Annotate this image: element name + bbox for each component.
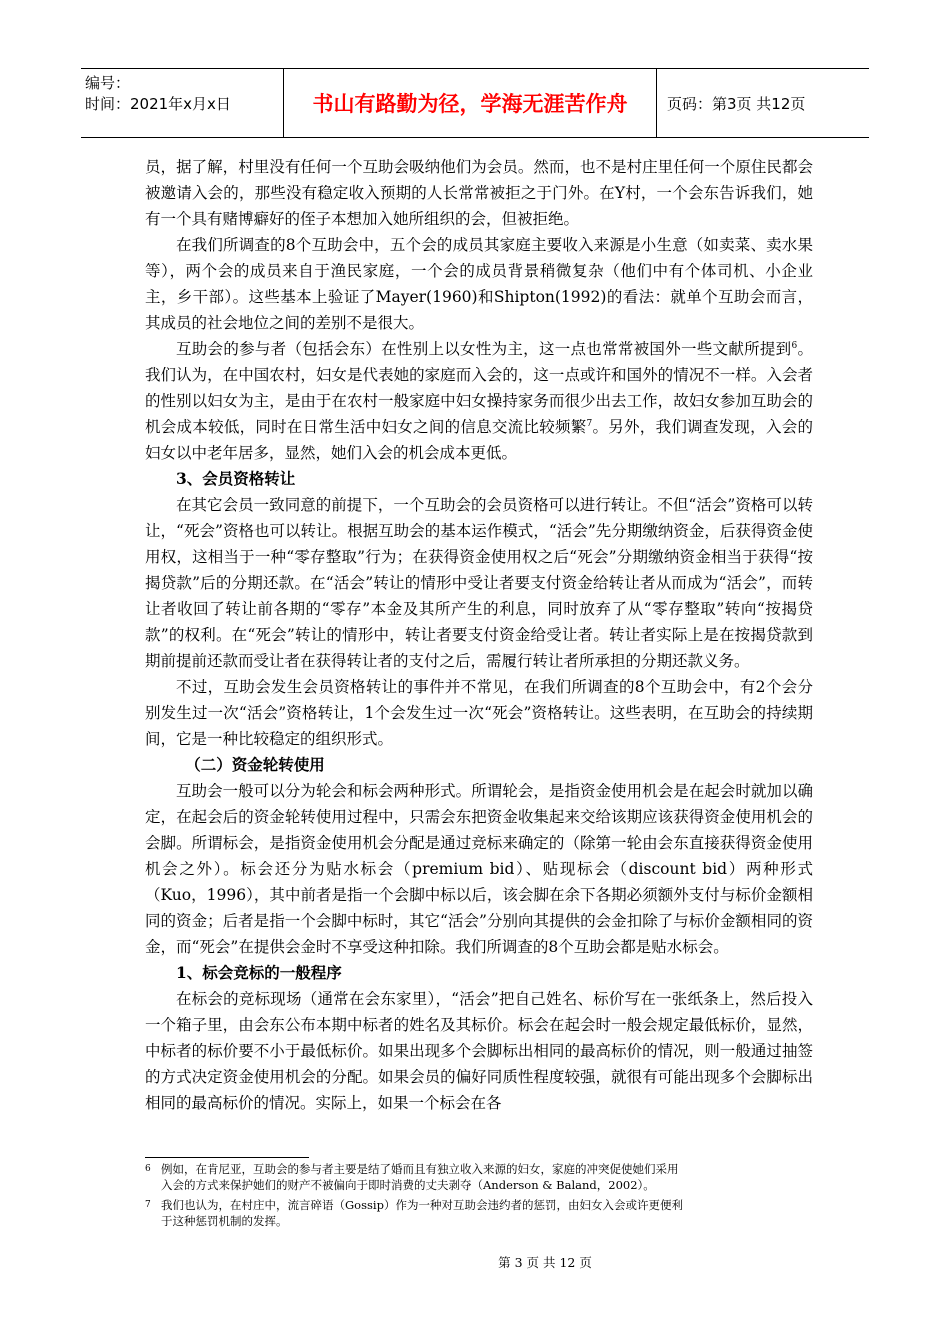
footnote-number: 6 bbox=[145, 1164, 151, 1174]
paragraph-text: 。我们认为，在中国农村，妇女是代表她的家庭而入会的，这一点或许和国外的情况不一样。入会者的性别以妇女为主，是由于在农村一般家庭中妇女操持家务而很少出去工作，故妇女参加互助会的机会成本较低，同时在日常生活中妇女之间的信息交流比较频繁 bbox=[145, 340, 813, 436]
header-page-info: 页码：第3页 共12页 bbox=[667, 94, 806, 113]
footnote bbox=[145, 1197, 813, 1229]
paragraph: 在标会的竞标现场（通常在会东家里），“活会”把自己姓名、标价写在一张纸条上，然后投入一个箱子里，由会东公布本期中标者的姓名及其标价。标会在起会时一般会规定最低标价，显然，中标者的标价要不小于最低标价。如果出现多个会脚标出相同的最高标价的情况，则一般通过抽签的方式决定资金使用机会的分配。如果会员的偏好同质性程度较强，就很有可能出现多个会脚标出相同的最高标价的情况。实际上，如果一个标会在各 bbox=[145, 990, 813, 1112]
header-meta bbox=[81, 69, 284, 137]
page-header bbox=[81, 68, 869, 138]
footnote bbox=[145, 1161, 813, 1193]
paragraph: 互助会一般可以分为轮会和标会两种形式。所谓轮会，是指资金使用机会是在起会时就加以确定，在起会后的资金轮转使用过程中，只需会东把资金收集起来交给该期应该获得资金使用机会的会脚。所谓标会，是指资金使用机会分配是通过竞标来确定的（除第一轮由会东直接获得资金使用机会之外）。标会还分为贴水标会（premium bid）、贴现标会（discount bid）两种形式（Kuo，1996），其中前者是指一个会脚中标以后，该会脚在余下各期必须额外支付与标价金额相同的资金；后者是指一个会脚中标时，其它“活会”分别向其提供的会金扣除了与标价金额相同的资金，而“死会”在提供会金时不享受这种扣除。我们所调查的8个互助会都是贴水标会。 bbox=[145, 782, 813, 956]
footnote-divider bbox=[145, 1157, 309, 1158]
footnote-text: 入会的方式来保护她们的财产不被偏向于即时消费的丈夫剥夺（Anderson & Baland，2002）。 bbox=[161, 1178, 655, 1192]
footnote-number: 7 bbox=[145, 1200, 151, 1210]
footnote-text: 例如，在肯尼亚，互助会的参与者主要是结了婚而且有独立收入来源的妇女，家庭的冲突促使她们采用 bbox=[161, 1162, 679, 1176]
section-heading: 3、会员资格转让 bbox=[176, 469, 296, 488]
footnote-text: 于这种惩罚机制的发挥。 bbox=[161, 1214, 288, 1228]
date-label: 时间：2021年x月x日 bbox=[85, 95, 231, 113]
section-heading: 1、标会竞标的一般程序 bbox=[176, 963, 342, 982]
paragraph: 在其它会员一致同意的前提下，一个互助会的会员资格可以进行转让。不但“活会”资格可以转让，“死会”资格也可以转让。根据互助会的基本运作模式，“活会”先分期缴纳资金，后获得资金使用权，这相当于一种“零存整取”行为；在获得资金使用权之后“死会”分期缴纳资金相当于获得“按揭贷款”后的分期还款。在“活会”转让的情形中受让者要支付资金给转让者从而成为“活会”，而转让者收回了转让前各期的“零存”本金及其所产生的利息，同时放弃了从“零存整取”转向“按揭贷款”的权利。在“死会”转让的情形中，转让者要支付资金给受让者。转让者实际上是在按揭贷款到期前提前还款而受让者在获得转让者的支付之后，需履行转让者所承担的分期还款义务。 bbox=[145, 496, 813, 670]
paragraph-text: 互助会的参与者（包括会东）在性别上以女性为主，这一点也常常被国外一些文献所提到 bbox=[176, 340, 792, 358]
page-footer: 第 3 页 共 12 页 bbox=[498, 1255, 592, 1270]
header-motto: 书山有路勤为径，学海无涯苦作舟 bbox=[284, 69, 657, 137]
footnote-text: 我们也认为，在村庄中，流言碎语（Gossip）作为一种对互助会违约者的惩罚，由妇女入会或许更便利 bbox=[161, 1198, 683, 1212]
paragraph-text: 。另外，我们调查发现，入会的妇女以中老年居多，显然，她们入会的机会成本更低。 bbox=[145, 418, 813, 462]
paragraph: 在我们所调查的8个互助会中，五个会的成员其家庭主要收入来源是小生意（如卖菜、卖水果等），两个会的成员来自于渔民家庭，一个会的成员背景稍微复杂（他们中有个体司机、小企业主，乡干部）。这些基本上验证了Mayer(1960)和Shipton(1992)的看法：就单个互助会而言，其成员的社会地位之间的差别不是很大。 bbox=[145, 236, 813, 332]
serial-label: 编号： bbox=[85, 74, 131, 92]
paragraph: 不过，互助会发生会员资格转让的事件并不常见，在我们所调查的8个互助会中，有2个会分别发生过一次“活会”资格转让，1个会发生过一次“死会”资格转让。这些表明，在互助会的持续期间，它是一种比较稳定的组织形式。 bbox=[145, 678, 813, 748]
footnote-ref-6[interactable]: 6 bbox=[791, 340, 798, 351]
paragraph bbox=[145, 336, 813, 466]
document-body bbox=[145, 154, 813, 1116]
footnote-ref-7[interactable]: 7 bbox=[586, 418, 593, 429]
paragraph: 员，据了解，村里没有任何一个互助会吸纳他们为会员。然而，也不是村庄里任何一个原住民都会被邀请入会的，那些没有稳定收入预期的人长常常被拒之于门外。在Y村，一个会东告诉我们，她有一个具有赌博癖好的侄子本想加入她所组织的会，但被拒绝。 bbox=[145, 158, 813, 228]
section-heading: （二）资金轮转使用 bbox=[185, 756, 325, 774]
